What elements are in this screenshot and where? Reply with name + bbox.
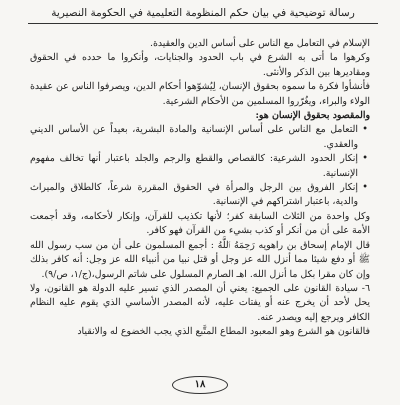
bullet-item: • إنكار الحدود الشرعية: كالقصاص والقطع والرجم والجلد باعتبار أنها تخالف مفهوم الإنسانية. <box>30 152 370 181</box>
paragraph: فأنشأوا فكرة ما سموه بحقوق الإنسان، لِيُشوّهوا أحكام الدين، ويصرفوا الناس عن عقيدة الولاء والبراء، ويغُرّروا المسلمين من الأحكام الشرعية. <box>30 81 370 107</box>
page-number: ١٨ <box>172 376 228 394</box>
numbered-section: ٦- سيادة القانون على الجميع: يعني أن المصدر الذي تسير عليه الدولة هو القانون، ولا يحل لأحد أن يخرج عنه أو يفتات عليه، لأنه المصدر الأساسي الذي يقوم عليه النظام الكافر ويرجع إليه ويصدر عنه. <box>30 282 370 323</box>
page-footer <box>0 372 400 394</box>
paragraph: الإسلام في التعامل مع الناس على أساس الدين والعقيدة. <box>149 38 370 49</box>
paragraph: فالقانون هو الشرع وهو المعبود المطاع المتَّبع الذي يجب الخضوع له والانقياد <box>77 326 370 338</box>
paragraph: وكرهوا ما أتى به الشرع في باب الحدود والجنايات، وأنكروا ما حدده في الحقوق ومقاديرها بين الذكر والأنثى. <box>30 52 370 78</box>
subheading: والمقصود بحقوق الإنسان هو: <box>255 110 370 122</box>
bullet-item: • التعامل مع الناس على أساس الإنسانية والمادة البشرية، بعيداً عن الأساس الديني والعقدي. <box>30 123 370 152</box>
header-divider <box>28 23 378 24</box>
quotation-paragraph: قال الإمام إسحاق بن راهويه رَحِمَهُ ٱللَّهُ : أجمع المسلمون على أن من سب رسول الله ﷺ أو دفع شيئا مما أنزل الله عز وجل أو قتل نبيا من أنبياء الله عز وجل: أنه كافر بذلك وإن كان مقرا بكل ما أنزل الله. اهـ الصارم المسلول على شاتم الرسول،(ج/١، ص/٩). <box>30 239 370 280</box>
bullet-item: • إنكار الفروق بين الرجل والمرأة في الحقوق المقررة شرعاً، كالطلاق والميراث والدية، باعتبار اشتراكهم في الإنسانية. <box>30 181 370 210</box>
paragraph: وكل واحدة من الثلاث السابقة كفر؛ لأنها تكذيب للقرآن، وإنكار لأحكامه، وقد أجمعت الأمة على أن من أنكر أو كذب بشيء من القرآن فهو كافر. <box>30 210 370 237</box>
page-body <box>30 37 370 340</box>
bullet-list <box>30 123 370 209</box>
running-header: رسالة توضيحية في بيان حكم المنظومة التعليمية في الحكومة النصيرية <box>51 7 355 19</box>
